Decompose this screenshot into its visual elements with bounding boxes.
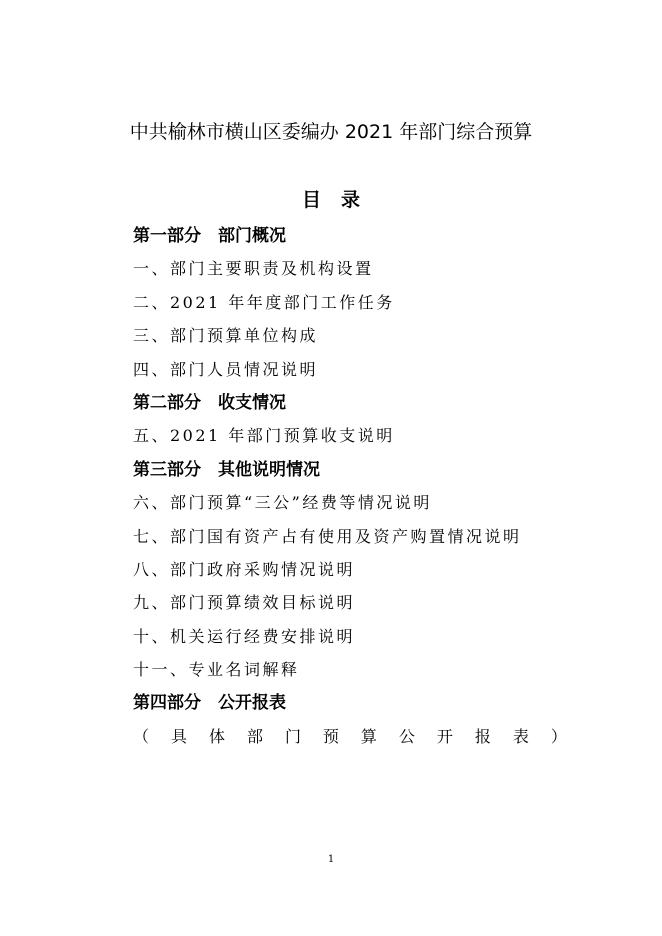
note-char: 门 bbox=[284, 726, 301, 746]
note-char: 预 bbox=[322, 726, 339, 746]
note-char: 开 bbox=[436, 726, 453, 746]
note-char: ） bbox=[550, 726, 567, 746]
document-title: 中共榆林市横山区委编办 2021 年部门综合预算 bbox=[129, 121, 533, 143]
table-of-contents bbox=[133, 222, 573, 756]
toc-item-6: 六、部门预算“三公”经费等情况说明 bbox=[133, 493, 432, 513]
toc-item-5: 五、2021 年部门预算收支说明 bbox=[133, 426, 395, 446]
note-char: （ bbox=[133, 726, 150, 746]
toc-item-3: 三、部门预算单位构成 bbox=[133, 326, 319, 346]
toc-part-4: 第四部分 公开报表 bbox=[133, 693, 286, 714]
toc-item-1: 一、部门主要职责及机构设置 bbox=[133, 259, 374, 279]
toc-item-11: 十一、专业名词解释 bbox=[133, 660, 300, 680]
note-char: 公 bbox=[398, 726, 415, 746]
page-number: 1 bbox=[327, 854, 335, 865]
toc-note bbox=[133, 723, 567, 756]
toc-item-8: 八、部门政府采购情况说明 bbox=[133, 559, 356, 579]
note-char: 算 bbox=[360, 726, 377, 746]
toc-item-2: 二、2021 年年度部门工作任务 bbox=[133, 292, 395, 312]
toc-part-2: 第二部分 收支情况 bbox=[133, 392, 286, 413]
note-char: 部 bbox=[246, 726, 263, 746]
toc-item-9: 九、部门预算绩效目标说明 bbox=[133, 593, 356, 613]
toc-item-4: 四、部门人员情况说明 bbox=[133, 359, 319, 379]
note-char: 体 bbox=[208, 726, 225, 746]
note-char: 表 bbox=[512, 726, 529, 746]
toc-item-7: 七、部门国有资产占有使用及资产购置情况说明 bbox=[133, 526, 522, 546]
toc-heading: 目录 bbox=[301, 189, 380, 211]
toc-part-3: 第三部分 其他说明情况 bbox=[133, 459, 320, 480]
note-char: 报 bbox=[474, 726, 491, 746]
toc-item-10: 十、机关运行经费安排说明 bbox=[133, 626, 356, 646]
note-char: 具 bbox=[170, 726, 187, 746]
toc-part-1: 第一部分 部门概况 bbox=[133, 226, 286, 246]
